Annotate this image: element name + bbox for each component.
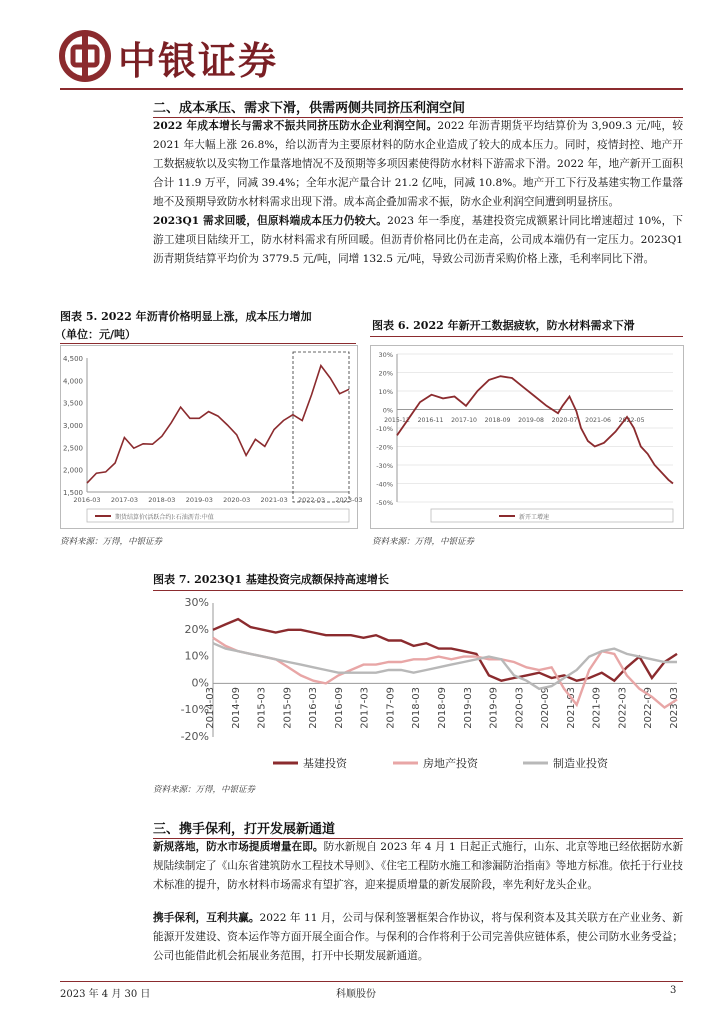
y-tick-label: 4,500 bbox=[62, 355, 83, 363]
x-tick-label: 2014-09 bbox=[230, 687, 242, 729]
legend-label: 新开工增速 bbox=[519, 514, 550, 521]
x-tick-label: 2021-03 bbox=[565, 687, 577, 729]
x-tick-label: 2016-03 bbox=[73, 496, 101, 504]
footer-rule bbox=[60, 981, 683, 982]
legend-label: 房地产投资 bbox=[423, 757, 478, 770]
series-line bbox=[213, 643, 677, 689]
figure-7-source: 资料来源：万得，中银证券 bbox=[153, 785, 256, 795]
highlight-box-2022 bbox=[293, 352, 349, 502]
section-3-para-2 bbox=[153, 909, 683, 966]
figure-5-source: 资料来源：万得，中银证券 bbox=[60, 537, 163, 547]
y-tick-label: 20% bbox=[184, 622, 209, 636]
y-tick-label: -20% bbox=[376, 443, 393, 452]
x-tick-label: 2017-03 bbox=[359, 687, 371, 729]
para-lead: 2023Q1 需求回暖，但原料端成本压力仍较大。 bbox=[153, 215, 388, 227]
figure-6-title: 图表 6. 2022 年新开工数据疲软，防水材料需求下滑 bbox=[372, 319, 635, 332]
x-tick-label: 2017-09 bbox=[385, 687, 397, 729]
section-2-para-2 bbox=[153, 212, 683, 269]
y-tick-label: -10% bbox=[376, 425, 393, 433]
y-tick-label: 30% bbox=[184, 596, 209, 609]
legend-label: 制造业投资 bbox=[553, 757, 608, 770]
x-tick-label: 2019-09 bbox=[488, 687, 500, 729]
header-rule bbox=[60, 88, 683, 90]
x-tick-label: 2017-10 bbox=[451, 417, 477, 424]
y-tick-label: 30% bbox=[378, 351, 393, 359]
section-3-para-1 bbox=[153, 838, 683, 895]
y-tick-label: 0% bbox=[382, 406, 393, 415]
x-tick-label: 2018-09 bbox=[437, 687, 448, 729]
x-tick-label: 2019-08 bbox=[518, 417, 544, 424]
asphalt-price-chart bbox=[61, 346, 363, 528]
x-tick-label: 2018-03 bbox=[411, 687, 423, 729]
investment-growth-chart bbox=[153, 591, 683, 779]
new-starts-growth-chart bbox=[371, 346, 683, 528]
x-tick-label: 2023-03 bbox=[669, 687, 680, 729]
series-line bbox=[397, 376, 673, 483]
y-tick-label: 10% bbox=[378, 388, 393, 396]
x-tick-label: 2020-07 bbox=[551, 417, 578, 424]
x-tick-label: 2018-03 bbox=[148, 496, 176, 504]
x-tick-label: 2022-03 bbox=[297, 496, 326, 504]
figure-5-chart bbox=[60, 345, 363, 529]
x-tick-label: 2016-11 bbox=[417, 417, 444, 424]
x-tick-label: 2016-09 bbox=[333, 687, 345, 729]
figure-5-title: 图表 5. 2022 年沥青价格明显上涨，成本压力增加 bbox=[60, 310, 312, 323]
x-tick-label: 2021-09 bbox=[591, 687, 603, 729]
company-logo bbox=[59, 30, 111, 82]
x-tick-label: 2020-03 bbox=[514, 687, 526, 729]
section-2-para-1 bbox=[153, 117, 683, 212]
figure-6-rule bbox=[370, 336, 683, 337]
x-tick-label: 2020-03 bbox=[223, 496, 251, 504]
y-tick-label: 2,500 bbox=[62, 444, 83, 453]
x-tick-label: 2021-06 bbox=[585, 417, 612, 424]
y-tick-label: 4,000 bbox=[62, 377, 83, 386]
y-tick-label: 10% bbox=[184, 649, 209, 663]
section-2-title: 二、成本承压、需求下滑，供需两侧共同挤压利润空间 bbox=[153, 101, 466, 116]
figure-6-source: 资料来源：万得，中银证券 bbox=[372, 537, 475, 547]
y-tick-label: -10% bbox=[180, 703, 209, 717]
x-tick-label: 2015-12 bbox=[384, 417, 410, 424]
figure-7-chart bbox=[153, 591, 683, 779]
x-tick-label: 2023-03 bbox=[335, 496, 363, 504]
x-tick-label: 2019-03 bbox=[462, 687, 474, 729]
y-tick-label: 20% bbox=[378, 369, 393, 378]
x-tick-label: 2014-03 bbox=[205, 687, 216, 729]
x-tick-label: 2016-03 bbox=[308, 687, 320, 729]
para-body: 防水新规自 2023 年 4 月 1 日起正式施行，山东、北京等地已经依据防水新规陆续制定了《山东省建筑防水工程技术导则》、《住宅工程防水施工和渗漏防治指南》等地方标准。依托于行业技术标准的提升，防水材料市场需求有望扩容，迎来提质增量的新发展阶段，率先利好龙头企业。 bbox=[153, 841, 683, 891]
footer-date: 2023 年 4 月 30 日 bbox=[60, 989, 151, 1000]
x-tick-label: 2021-03 bbox=[260, 496, 288, 504]
x-tick-label: 2022-03 bbox=[617, 687, 629, 729]
y-tick-label: 1,500 bbox=[62, 489, 83, 497]
x-tick-label: 2018-09 bbox=[484, 417, 511, 424]
bank-of-china-logo-icon bbox=[59, 30, 111, 82]
figure-7-title: 图表 7. 2023Q1 基建投资完成额保持高速增长 bbox=[153, 573, 389, 586]
y-tick-label: 2,000 bbox=[62, 466, 83, 475]
x-tick-label: 2022-05 bbox=[618, 417, 645, 424]
figure-5-rule bbox=[60, 343, 356, 344]
figure-5-unit: （单位：元/吨） bbox=[55, 328, 137, 341]
y-tick-label: -40% bbox=[376, 480, 393, 489]
x-tick-label: 2022-09 bbox=[643, 687, 655, 729]
x-tick-label: 2020-09 bbox=[540, 687, 552, 729]
para-body: 2022 年 11 月，公司与保利签署框架合作协议，将与保利资本及其关联方在产业业务、新能源开发建设、资本运作等方面开展全面合作。与保利的合作将利于公司完善供应链体系，使公司防水业务受益；公司也能借此机会拓展业务范围，打开中长期发展新通道。 bbox=[153, 912, 684, 962]
y-tick-label: 0% bbox=[191, 676, 209, 690]
x-tick-label: 2019-03 bbox=[185, 496, 213, 504]
y-tick-label: -20% bbox=[180, 730, 209, 743]
legend-label: 期货结算价(活跃合约):石油沥青:中值 bbox=[115, 514, 214, 521]
para-lead: 新规落地，防水市场提质增量在即。 bbox=[153, 841, 324, 853]
y-tick-label: 3,500 bbox=[62, 399, 83, 408]
para-lead: 携手保利，互利共赢。 bbox=[153, 912, 260, 924]
para-body: 2022 年沥青期货平均结算价为 3,909.3 元/吨，较 2021 年大幅上涨 26.8%，给以沥青为主要原材料的防水企业造成了较大的成本压力。同时，疫情封控、地产开工数据疲软以及实物工作量落地情况不及预期等多项因素使得防水材料下游需求下滑。2022 年，地产新开工面积合计 11.9 万平，同减 39.4%；全年水泥产量合计 21.2 亿吨，同减 10.8%。地产开工下行及基建实物工作量落地不及预期导致防水材料需求出现下滑。成本高企叠加需求不振，防水企业利润空间遭到明显挤压。 bbox=[153, 120, 683, 208]
figure-6-chart bbox=[370, 345, 684, 529]
footer-page-number: 3 bbox=[670, 985, 677, 996]
y-tick-label: -30% bbox=[376, 462, 393, 470]
para-body: 2023 年一季度，基建投资完成额累计同比增速超过 10%，下游工建项目陆续开工，防水材料需求有所回暖。但沥青价格同比仍在走高，公司成本端仍有一定压力。2023Q1 沥青期货结算平均价为 3779.5 元/吨，同增 132.5 元/吨，导致公司沥青采购价格上涨，毛利率同比下滑。 bbox=[153, 215, 683, 265]
y-tick-label: -50% bbox=[376, 499, 393, 507]
x-tick-label: 2015-03 bbox=[256, 687, 268, 729]
footer-company: 科顺股份 bbox=[336, 989, 376, 1000]
y-tick-label: 3,000 bbox=[62, 422, 83, 430]
para-lead: 2022 年成本增长与需求不振共同挤压防水企业利润空间。 bbox=[153, 120, 438, 132]
x-tick-label: 2017-03 bbox=[110, 496, 139, 504]
company-name: 中银证券 bbox=[118, 38, 279, 83]
x-tick-label: 2015-09 bbox=[282, 687, 294, 729]
series-line bbox=[87, 366, 349, 484]
legend-label: 基建投资 bbox=[303, 757, 347, 770]
section-3-title: 三、携手保利，打开发展新通道 bbox=[153, 822, 336, 837]
legend-box bbox=[431, 509, 673, 522]
